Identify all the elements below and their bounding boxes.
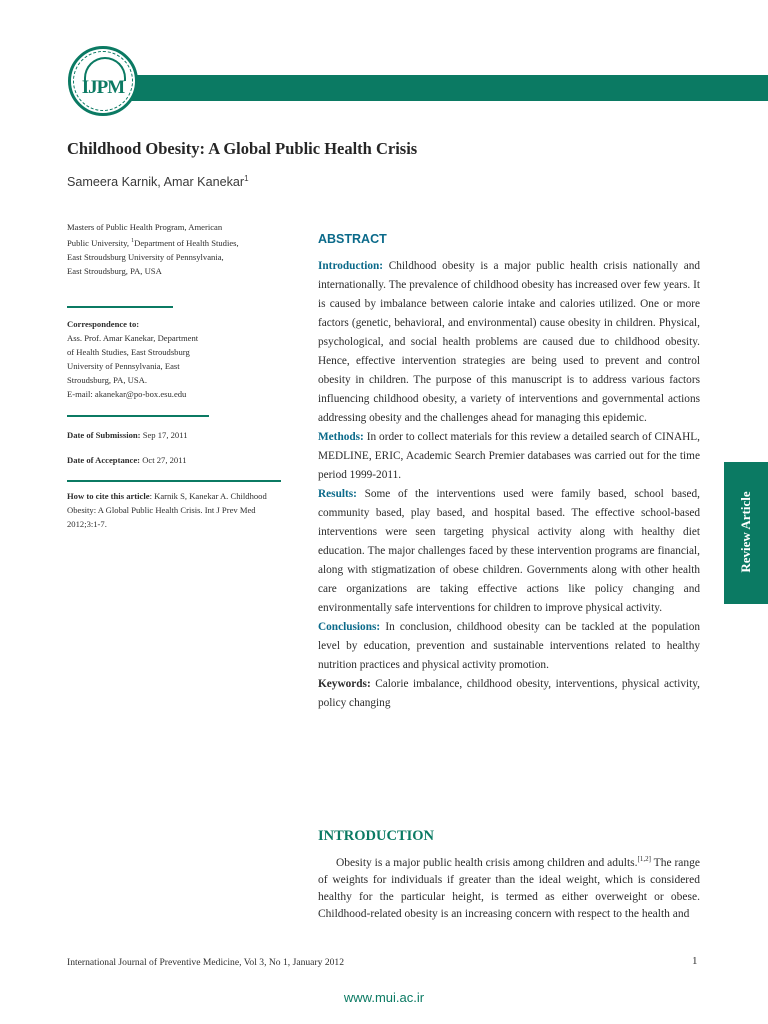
correspondence-block — [67, 317, 281, 401]
affiliation-line: East Stroudsburg University of Pennsylvania, — [67, 251, 224, 262]
journal-logo — [68, 46, 138, 116]
correspondence-line: Stroudsburg, PA, USA. — [67, 375, 147, 385]
abstract-body — [318, 257, 700, 713]
affiliation-line: East Stroudsburg, PA, USA — [67, 265, 162, 276]
article-authors — [67, 174, 249, 189]
divider — [67, 306, 173, 308]
correspondence-line: Ass. Prof. Amar Kanekar, Department — [67, 333, 199, 343]
article-title: Childhood Obesity: A Global Public Health Crisis — [67, 139, 418, 158]
abstract-conclusions: Conclusions: In conclusion, childhood obesity can be tackled at the population level by education, prevention and sustainable interventions related to healthy nutrition practices and physical activity promotion. — [318, 621, 700, 671]
abstract-introduction: Introduction: Childhood obesity is a major public health crisis nationally and internationally. The prevalence of childhood obesity has increased over few years. It is caused by imbalance between calorie intake and calories utilized. One or more factors (genetic, behavioral, and environmental) cause obesity in children. Physical, psychological, and social health problems are caused due to childhood obesity. Hence, effective intervention strategies are being used to prevent and control obesity in children. The purpose of this manuscript is to address various factors influencing childhood obesity, a variety of interventions and governmental actions addressing obesity and the challenges ahead for managing this epidemic. — [318, 260, 700, 424]
correspondence-email[interactable]: E-mail: akanekar@po-box.esu.edu — [67, 389, 187, 399]
affiliation-line: Public University, $^1$Department of Health Studies, — [67, 237, 239, 248]
correspondence-line: of Health Studies, East Stroudsburg — [67, 347, 190, 357]
divider — [67, 415, 209, 417]
author-names: Sameera Karnik, Amar Kanekar — [67, 175, 245, 190]
divider — [67, 480, 281, 482]
introduction-heading: INTRODUCTION — [318, 828, 435, 844]
review-article-tab: Review Article — [724, 462, 768, 604]
abstract-keywords: Keywords: Calorie imbalance, childhood obesity, interventions, physical activity, policy changing — [318, 678, 700, 709]
citation-label: How to cite this article — [67, 491, 150, 501]
introduction-body: Obesity is a major public health crisis among children and adults.[1,2] The range of weights for individuals if greater than the ideal weight, which is considered healthy for the particular height, is termed as either overweight or obese. Childhood-related obesity is an increasing concern with respect to the health and — [318, 855, 701, 920]
affiliation-block — [67, 220, 281, 278]
citation-ref[interactable]: [1,2] — [637, 855, 651, 863]
citation-block — [67, 489, 281, 531]
footer-url[interactable]: www.mui.ac.ir — [343, 990, 425, 1005]
footer-journal: International Journal of Preventive Medicine, Vol 3, No 1, January 2012 — [67, 957, 345, 968]
correspondence-line: University of Pennsylvania, East — [67, 361, 180, 371]
correspondence-heading: Correspondence to: — [67, 319, 140, 329]
acceptance-date: Date of Acceptance: Oct 27, 2011 — [67, 455, 187, 465]
abstract-methods: Methods: In order to collect materials for this review a detailed search of CINAHL, MEDLINE, ERIC, Academic Search Premier databases was carried out for the time period 1999-2011. — [318, 431, 700, 481]
page-number: 1 — [692, 955, 698, 967]
header-band — [108, 75, 768, 101]
affiliation-line: Masters of Public Health Program, American — [67, 222, 223, 232]
abstract-heading: ABSTRACT — [318, 232, 387, 246]
logo-mark: IJPM — [81, 77, 125, 98]
submission-date: Date of Submission: Sep 17, 2011 — [67, 430, 188, 440]
dates-block — [67, 428, 281, 478]
citation-text: : Karnik S, Kanekar A. Childhood Obesity: A Global Public Health Crisis. Int J Prev Med 2012;3:1-7. — [67, 491, 267, 529]
author-affiliation-marker: 1 — [244, 174, 249, 183]
abstract-results: Results: Some of the interventions used were family based, school based, community based, play based, and hospital based. The effective school-based interventions were seen targeting physical activity along with healthy diet education. The major challenges faced by these intervention programs are financial, along with stigmatization of obese children. Governments along with other health care organizations are taking effective actions like policy changing and environmentally safe interventions for children to improve physical activity. — [318, 488, 701, 614]
